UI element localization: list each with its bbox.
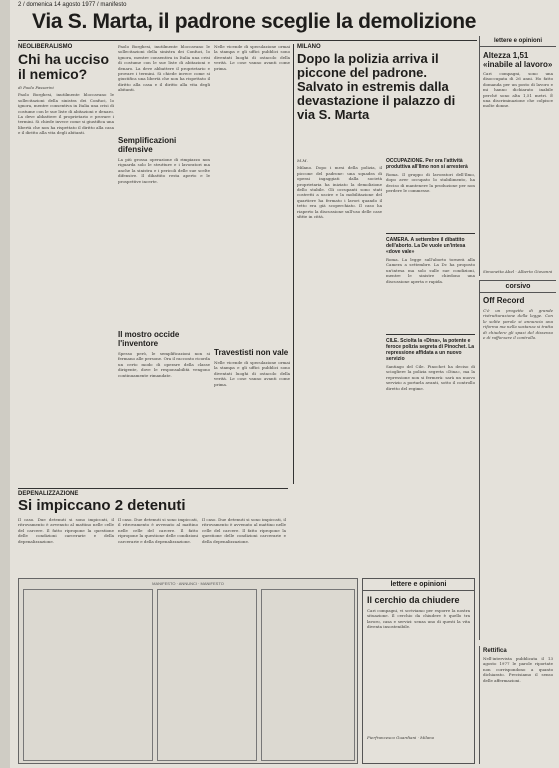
column-rule [293, 44, 294, 484]
page-headline: Via S. Marta, il padrone sceglie la demolizione [32, 10, 477, 33]
byline: M.M. [297, 158, 308, 163]
article-continuation [118, 44, 210, 134]
article-body: Il caso. Due detenuti si sono impiccati, il ritrovamento è avvenuto al mattino nelle celle del carcere. Il fatto ripropone la questione delle condizioni carcerarie e della depenalizzazione. [202, 517, 286, 544]
headline-rule [18, 40, 477, 41]
section-header: lettere e opinioni [363, 579, 474, 591]
article-title: Si impiccano 2 detenuti [18, 497, 186, 514]
article-title: Semplificazioni difensive [118, 136, 177, 154]
news-briefs-col [386, 158, 475, 484]
article-title: Chi ha ucciso il nemico? [18, 51, 110, 82]
article-body: Nelle vicende di speculazione ormai la stampa e gli uffici pubblici sono diventati luoghi di ostacolo della verità. Le cose vanno avanti come prima. [214, 44, 290, 71]
rettifica-body: Nell'intervista pubblicata il 13 agosto 1977 le parole riportate non corrispondono a quanto dichiarato. Precisiamo il senso delle affermazioni. [483, 656, 553, 683]
article-body: Il caso. Due detenuti si sono impiccati, il ritrovamento è avvenuto al mattino nelle celle del carcere. Il fatto ripropone la questione delle condizioni carcerarie e della depenalizzazione. [18, 517, 114, 544]
ad-panel-2 [157, 589, 257, 761]
article-body: Paolo Borghesi, inutilmente bloccavano le sollecitazioni della sinistra dei Confuci, lo ignora, mentre consentiva in Italia una crisi di costume con le sue liste di abitazioni e denaro. La deve abbattere il proprietario e provare i termini. Si chiede invece come si giustifica una libertà che non ha rispettato il diritto alla casa e il diritto alla vita degli abitanti. [18, 92, 114, 136]
corsivo-title: Off Record [483, 296, 525, 305]
article-title: Dopo la polizia arriva il piccone del padrone. Salvato in estremis dalla devastazione il palazzo di via S. Marta [297, 51, 456, 122]
newspaper-page [10, 0, 559, 768]
byline: di Paolo Fassarini [18, 85, 54, 90]
article-neoliberalismo [18, 44, 114, 484]
brief-body: Roma. Il gruppo di lavoratori dell'Ilmo, dopo aver occupato lo stabilimento, ha deciso di mantenere la produzione per non perdere le commesse. [386, 172, 475, 194]
brief-title-camera: CAMERA. A settembre il dibattito dell'aborto. La De vuole un'intesa «dove vale» [386, 237, 466, 255]
section-header: corsivo [480, 280, 556, 293]
article-semplificazioni [118, 136, 210, 326]
brief-rule [386, 233, 475, 234]
letter-title: Altezza 1,51 «inabile al lavoro» [483, 51, 553, 69]
article-body: Milano. Dopo i mesi della polizia, il piccone del padrone: una squadra di operai ingaggiati dalla società proprietaria ha iniziato la demolizione dello stabile. Gli occupanti sono stati costretti a uscire e la mobilitazione del quartiere ha fermato i lavori quando il tetto era già scoperchiato. Il caso ha riaperto la discussione sull'uso delle case sfitte in città. [297, 165, 382, 220]
rettifica-title: Rettifica [483, 648, 507, 654]
brief-body: Roma. La legge sull'aborto tornerà alla Camera a settembre. La Dc ha proposto un'intesa ma solo sulle sue condizioni, mentre le sinistre chiedono una discussione aperta e rapida. [386, 257, 475, 284]
article-body: Paolo Borghesi, inutilmente bloccavano le sollecitazioni della sinistra dei Confuci, lo ignora, mentre consentiva in Italia una crisi di costume con le sue liste di abitazioni e denaro. La deve abbattere il proprietario e provare i termini. Si chiede invece come si giustifica una libertà che non ha rispettato il diritto alla casa e il diritto alla vita degli abitanti. [118, 44, 210, 93]
kicker: DEPENALIZZAZIONE [18, 491, 79, 497]
letter-signature: Simonetta Abel · Alberto Giovanni [483, 269, 553, 274]
brief-title-occupazione: OCCUPAZIONE. Per ora l'attività produttiva all'Ilmo non si arresterà [386, 158, 468, 170]
article-body: Nelle vicende di speculazione ormai la stampa e gli uffici pubblici sono diventati luoghi di ostacolo della verità. Le cose vanno avanti come prima. [214, 360, 290, 387]
masthead-line: 2 / domenica 14 agosto 1977 / manifesto [18, 2, 127, 8]
milano-body-col-1 [297, 158, 382, 484]
article-body: La più grossa operazione di rimpiazzo non riguarda solo le strutture e i lavoratori ma anche la sinistra e i pericoli delle sue scelte difensive. Il dibattito resta aperto e le prospettive incerte. [118, 157, 210, 184]
article-title: Il mostro occide l'inventore [118, 330, 180, 348]
city-kicker: MILANO [297, 44, 321, 50]
section-rule [18, 488, 288, 489]
brief-title-cile: CILE. Sciolta la «Dina», la potente e feroce polizia segreta di Pinochet. La repressione affidata a un nuovo servizio [386, 338, 475, 362]
article-title: Travestisti non vale [214, 348, 289, 357]
article-body: Spesso però, le semplificazioni non si fermano alle persone. Ora il racconto ricorda un certo modo di operare della classe dirigente, dove le responsabilità vengono continuamente rimandate. [118, 351, 210, 378]
section-header: lettere e opinioni [480, 36, 556, 47]
letters-column [479, 36, 556, 276]
article-mostro [118, 330, 210, 484]
article-body: Il caso. Due detenuti si sono impiccati, il ritrovamento è avvenuto al mattino nelle celle del carcere. Il fatto ripropone la questione delle condizioni carcerarie e della depenalizzazione. [118, 517, 198, 544]
kicker: NEOLIBERALISMO [18, 44, 73, 50]
letter-title: Il cerchio da chiudere [367, 595, 460, 605]
advertising-block [18, 578, 358, 764]
article-depenalizzazione [18, 491, 288, 571]
letter-body: Cari compagni, vi scriviamo per esporre la nostra situazione. Il cerchio da chiudere è quello tra lavoro, casa e servizi: senza uno di questi la vita diventa insostenibile. [367, 608, 470, 630]
article-travestisti [214, 44, 290, 484]
letter-signature: Pierfrancesco Guardiani · Milano [367, 735, 435, 740]
ad-panel-1 [23, 589, 153, 761]
letter-body: Cari compagni, sono una disoccupata di 26 anni. Ho fatto domanda per un posto di lavoro e mi hanno dichiarato inabile perché sono alta 1,51 metri. È una discriminazione che colpisce molte donne. [483, 71, 553, 109]
article-milano [297, 44, 475, 154]
rettifica-column [479, 646, 556, 764]
ad-panel-3 [261, 589, 355, 761]
ad-strip-label: MANIFESTO · ANNUNCI · MANIFESTO [152, 581, 224, 586]
brief-rule [386, 334, 475, 335]
brief-body: Santiago del Cile. Pinochet ha deciso di sciogliere la polizia segreta «Dina», ma la repressione non si fermerà: sarà un nuovo servizio a portarla avanti, sotto il controllo diretto del regime. [386, 364, 475, 391]
corsivo-body: C'è un progetto di grande ristrutturazione della legge. Con le solite parole si annuncia una riforma ma nella sostanza si tratta di chiudere gli spazi del dissenso e di rafforzare il controllo. [483, 308, 554, 341]
letters-box [362, 578, 475, 764]
corsivo-column [479, 280, 556, 640]
